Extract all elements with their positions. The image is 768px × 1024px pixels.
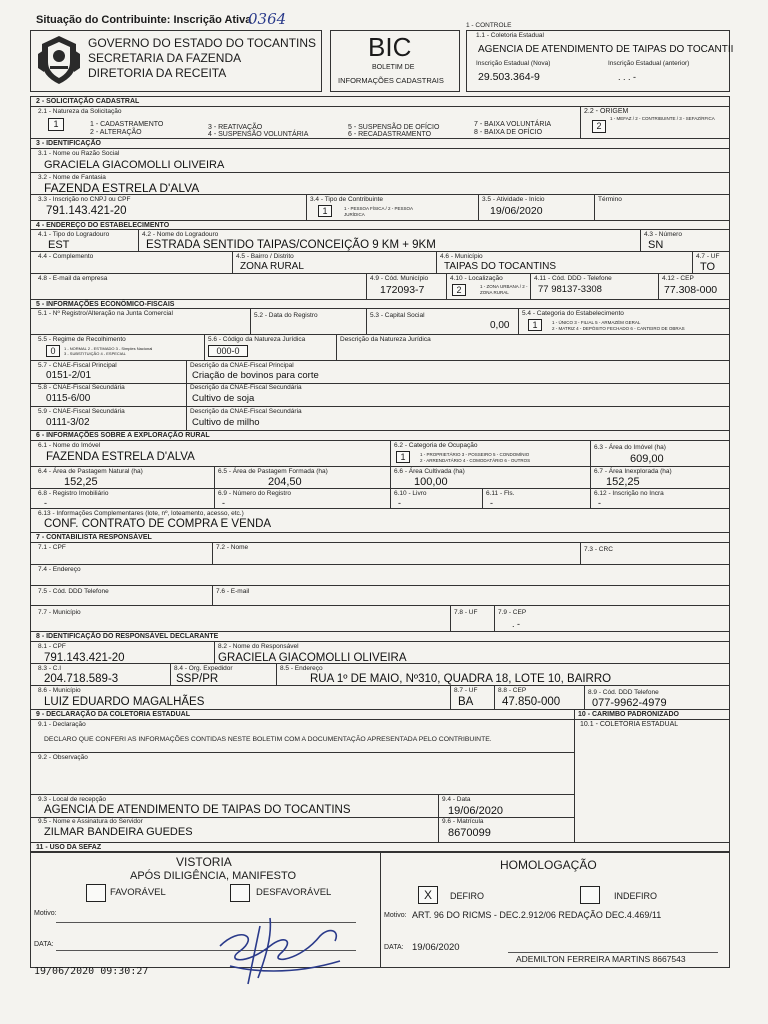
- logradouro-label: 4.2 - Nome do Logradouro: [142, 231, 219, 238]
- localizacao-opts: 1 - ZONA URBANA / 2 - ZONA RURAL: [480, 284, 528, 295]
- signer-name: ADEMILTON FERREIRA MARTINS 8667543: [516, 954, 686, 964]
- decl-nome-value: GRACIELA GIACOMOLLI OLIVEIRA: [218, 652, 407, 664]
- contab-email-label: 7.6 - E-mail: [216, 588, 250, 595]
- matricula-value: 8670099: [448, 827, 491, 839]
- num-registro-value: -: [222, 498, 225, 508]
- section-6-title: 6 - INFORMAÇÕES SOBRE A EXPLORAÇÃO RURAL: [36, 432, 210, 439]
- complemento-label: 4.4 - Complemento: [38, 253, 94, 260]
- ocupacao-box[interactable]: 1: [396, 451, 410, 463]
- tipo-logradouro-value: EST: [48, 239, 70, 251]
- opt-reativacao: 3 - REATIVAÇÃO: [208, 124, 263, 131]
- decl-orgao-label: 8.4 - Org. Expedidor: [174, 665, 233, 672]
- capital-social-value: 0,00: [490, 320, 510, 331]
- favoravel-checkbox[interactable]: [86, 884, 106, 902]
- cnae3-value: 0111-3/02: [46, 417, 90, 428]
- natureza-value-box[interactable]: 1: [48, 118, 64, 131]
- cnae1-label: 5.7 - CNAE-Fiscal Principal: [38, 362, 117, 369]
- contab-endereco-label: 7.4 - Endereço: [38, 566, 81, 573]
- section-3-title: 3 - IDENTIFICAÇÃO: [36, 140, 101, 147]
- bic-title: BIC: [368, 32, 412, 62]
- complementares-label: 6.13 - Informações Complementares (lote, nº, loteamento, acesso, etc.): [38, 510, 244, 517]
- opt-suspensao-voluntaria: 4 - SUSPENSÃO VOLUNTÁRIA: [208, 131, 309, 138]
- indefiro-checkbox[interactable]: [580, 886, 600, 904]
- inexplorada-label: 6.7 - Área Inexplorada (ha): [594, 468, 672, 475]
- cnae2-value: 0115-6/00: [46, 393, 91, 404]
- decl-telefone-label: 8.9 - Cód. DDD Telefone: [588, 689, 659, 696]
- incra-value: -: [598, 498, 601, 508]
- vistoria-title: VISTORIA: [176, 855, 232, 869]
- bairro-label: 4.5 - Bairro / Distrito: [236, 253, 294, 260]
- footer-timestamp: 19/06/2020 09:30:27: [34, 966, 149, 977]
- contab-cep-label: 7.9 - CEP: [498, 609, 527, 616]
- local-recepcao-label: 9.3 - Local de recepção: [38, 796, 106, 803]
- ocupacao-opts-2: 2 - ARRENDATÁRIO 4 - COMODATÁRIO 6 - OUTROS: [420, 458, 531, 463]
- registro-imob-label: 6.8 - Registro Imobiliário: [38, 490, 109, 497]
- inicio-label: 3.5 - Atividade - Início: [482, 196, 545, 203]
- cnae1-value: 0151-2/01: [46, 370, 92, 381]
- bic-sub-2: INFORMAÇÕES CADASTRAIS: [338, 76, 444, 85]
- section-8-title: 8 - IDENTIFICAÇÃO DO RESPONSÁVEL DECLARANTE: [36, 633, 219, 640]
- categoria-label: 5.4 - Categoria do Estabelecimento: [522, 310, 624, 317]
- gov-line-1: GOVERNO DO ESTADO DO TOCANTINS: [88, 36, 317, 50]
- decl-cep-label: 8.8 - CEP: [498, 687, 527, 694]
- municipio-value: TAIPAS DO TOCANTINS: [444, 261, 557, 272]
- inscricao-nova-value: 29.503.364-9: [478, 71, 540, 83]
- tipo-contribuinte-box[interactable]: 1: [318, 205, 332, 217]
- desfavoravel-label: DESFAVORÁVEL: [256, 887, 332, 898]
- data2-value: 19/06/2020: [412, 942, 460, 953]
- categoria-opts-1: 1 - ÚNICO 3 - FILIAL 5 - ARMAZÉM GERAL: [552, 320, 641, 325]
- fantasia-label: 3.2 - Nome de Fantasia: [38, 174, 106, 181]
- tipo-contribuinte-opts: 1 - PESSOA FÍSICA / 2 - PESSOA JURÍDICA: [344, 206, 413, 217]
- decl-cpf-value: 791.143.421-20: [44, 652, 125, 664]
- incra-label: 6.12 - Inscrição no Incra: [594, 490, 664, 497]
- contab-municipio-label: 7.7 - Município: [38, 609, 81, 616]
- contab-cep-value: . -: [512, 619, 520, 629]
- cultivada-label: 6.6 - Área Cultivada (ha): [394, 468, 465, 475]
- cnae3-desc-value: Cultivo de milho: [192, 417, 260, 428]
- section-9-title: 9 - DECLARAÇÃO DA COLETORIA ESTADUAL: [36, 711, 190, 718]
- origem-label: 2.2 - ORIGEM: [584, 108, 629, 115]
- decl-municipio-value: LUIZ EDUARDO MAGALHÃES: [44, 696, 205, 708]
- fantasia-value: FAZENDA ESTRELA D'ALVA: [44, 181, 200, 195]
- decl-ci-value: 204.718.589-3: [44, 673, 119, 685]
- gov-line-3: DIRETORIA DA RECEITA: [88, 66, 227, 80]
- origem-opts: 1 - MEFAZ / 2 - CONTRIBUINTE / 3 - SEFAZ/RFICA: [610, 116, 715, 121]
- nome-value: GRACIELA GIACOMOLLI OLIVEIRA: [44, 159, 225, 171]
- nome-label: 3.1 - Nome ou Razão Social: [38, 150, 120, 157]
- indefiro-label: INDEFIRO: [614, 891, 658, 901]
- decl-uf-value: BA: [458, 696, 474, 708]
- contab-cpf-label: 7.1 - CPF: [38, 544, 66, 551]
- local-recepcao-value: AGENCIA DE ATENDIMENTO DE TAIPAS DO TOCANTINS: [44, 804, 351, 816]
- decl-nome-label: 8.2 - Nome do Responsável: [218, 643, 299, 650]
- registro-junta-label: 5.1 - Nº Registro/Alteração na Junta Comercial: [38, 310, 173, 317]
- decl-orgao-value: SSP/PR: [176, 673, 219, 685]
- cnae1-desc-value: Criação de bovinos para corte: [192, 370, 319, 381]
- section-2-title: 2 - SOLICITAÇÃO CADASTRAL: [36, 98, 140, 105]
- section-10-title: 10 - CARIMBO PADRONIZADO: [578, 711, 679, 718]
- natureza-desc-label: Descrição da Natureza Jurídica: [340, 336, 431, 343]
- natureza-cod-label: 5.6 - Código da Natureza Jurídica: [208, 336, 306, 343]
- desfavoravel-checkbox[interactable]: [230, 884, 250, 902]
- categoria-opts-2: 2 - MATRIZ 4 - DEPÓSITO FECHADO 6 - CANTEIRO DE OBRAS: [552, 326, 685, 331]
- coletoria-label: 1.1 - Coletoria Estadual: [476, 32, 544, 39]
- decl-ci-label: 8.3 - C.I: [38, 665, 62, 672]
- natureza-cod-box: 000-0: [208, 345, 248, 357]
- uf-value: TO: [700, 261, 716, 273]
- bic-sub-1: BOLETIM DE: [372, 64, 415, 71]
- coat-of-arms-icon: [36, 34, 82, 86]
- homologacao-title: HOMOLOGAÇÃO: [500, 858, 597, 872]
- regime-opts-2: 3 - SUBSTITUIÇÃO 4 - ESPECIAL: [64, 351, 126, 356]
- servidor-label: 9.5 - Nome e Assinatura do Servidor: [38, 818, 143, 825]
- declaracao-text: DECLARO QUE CONFERI AS INFORMAÇÕES CONTIDAS NESTE BOLETIM COM A DOCUMENTAÇÃO APRESENTADA PELO CONTRIBUINTE.: [44, 736, 492, 743]
- carimbo-sub: 10.1 - COLETORIA ESTADUAL: [580, 721, 679, 728]
- contab-nome-label: 7.2 - Nome: [216, 544, 249, 551]
- vistoria-sub: APÓS DILIGÊNCIA, MANIFESTO: [130, 870, 297, 882]
- motivo2-value: ART. 96 DO RICMS - DEC.2.912/06 REDAÇÃO DEC.4.469/11: [412, 910, 662, 920]
- pastagem-nat-value: 152,25: [64, 476, 98, 488]
- data-label: DATA:: [34, 941, 54, 948]
- tipo-logradouro-label: 4.1 - Tipo do Logradouro: [38, 231, 110, 238]
- defiro-label: DEFIRO: [450, 891, 485, 901]
- categoria-box[interactable]: 1: [528, 319, 542, 331]
- decl-uf-label: 8.7 - UF: [454, 687, 478, 694]
- area-imovel-value: 609,00: [630, 453, 664, 465]
- motivo-label: Motivo:: [34, 910, 57, 917]
- ocupacao-label: 6.2 - Categoria de Ocupação: [394, 442, 478, 449]
- cnae2-label: 5.8 - CNAE-Fiscal Secundária: [38, 384, 125, 391]
- tipo-contribuinte-label: 3.4 - Tipo de Contribuinte: [310, 196, 383, 203]
- ocupacao-opts-1: 1 - PROPRIETÁRIO 3 - POSSEIRO 5 - CONDOMÍNIO: [420, 452, 530, 457]
- cep-label: 4.12 - CEP: [662, 275, 694, 282]
- coletoria-value: AGENCIA DE ATENDIMENTO DE TAIPAS DO TOCANTII: [478, 44, 734, 55]
- opt-recadastramento: 6 - RECADASTRAMENTO: [348, 131, 432, 138]
- motivo2-label: Motivo:: [384, 912, 407, 919]
- servidor-value: ZILMAR BANDEIRA GUEDES: [44, 826, 193, 838]
- situacao-contribuinte: Situação do Contribuinte: Inscrição Ativa: [36, 14, 252, 26]
- decl-endereco-label: 8.5 - Endereço: [280, 665, 323, 672]
- area-imovel-label: 6.3 - Área do Imóvel (ha): [594, 444, 666, 451]
- cnae2-desc-value: Cultivo de soja: [192, 393, 255, 404]
- inexplorada-value: 152,25: [606, 476, 640, 488]
- opt-alteracao: 2 - ALTERAÇÃO: [90, 129, 142, 136]
- decl-municipio-label: 8.6 - Município: [38, 687, 81, 694]
- cpf-value: 791.143.421-20: [46, 205, 127, 217]
- cod-municipio-label: 4.9 - Cód. Município: [370, 275, 429, 282]
- pastagem-form-label: 6.5 - Área de Pastagem Formada (ha): [218, 468, 328, 475]
- signature-scribble: [200, 906, 360, 986]
- livro-label: 6.10 - Livro: [394, 490, 427, 497]
- data2-label: DATA:: [384, 944, 404, 951]
- decl-cep-value: 47.850-000: [502, 696, 561, 708]
- email-empresa-label: 4.8 - E-mail da empresa: [38, 275, 108, 282]
- regime-box[interactable]: 0: [46, 345, 60, 357]
- imovel-value: FAZENDA ESTRELA D'ALVA: [46, 451, 195, 463]
- uf-label: 4.7 - UF: [696, 253, 720, 260]
- data-recepcao-value: 19/06/2020: [448, 805, 504, 817]
- section-11-title: 11 - USO DA SEFAZ: [36, 844, 102, 851]
- localizacao-label: 4.10 - Localização: [450, 275, 503, 282]
- contab-uf-label: 7.8 - UF: [454, 609, 478, 616]
- pastagem-nat-label: 6.4 - Área de Pastagem Natural (ha): [38, 468, 143, 475]
- section-5-title: 5 - INFORMAÇÕES ECONÔMICO-FISCAIS: [36, 301, 175, 308]
- data-recepcao-label: 9.4 - Data: [442, 796, 471, 803]
- controle-label: 1 - CONTROLE: [466, 22, 512, 29]
- cnae2-desc-label: Descrição da CNAE-Fiscal Secundária: [190, 384, 302, 391]
- cnae3-label: 5.9 - CNAE-Fiscal Secundária: [38, 408, 125, 415]
- cep-value: 77.308-000: [664, 284, 718, 296]
- section-4-title: 4 - ENDEREÇO DO ESTABELECIMENTO: [36, 222, 170, 229]
- cnae1-desc-label: Descrição da CNAE-Fiscal Principal: [190, 362, 294, 369]
- origem-value-box[interactable]: 2: [592, 120, 606, 133]
- handwritten-number: 0364: [248, 10, 287, 28]
- decl-telefone-value: 077-9962-4979: [592, 697, 667, 709]
- numero-label: 4.3 - Número: [644, 231, 682, 238]
- favoravel-label: FAVORÁVEL: [110, 887, 166, 898]
- capital-social-label: 5.3 - Capital Social: [370, 312, 425, 319]
- registro-imob-value: -: [44, 498, 47, 508]
- localizacao-box[interactable]: 2: [452, 284, 466, 296]
- inscricao-anterior-label: Inscrição Estadual (anterior): [608, 60, 690, 67]
- complementares-value: CONF. CONTRATO DE COMPRA E VENDA: [44, 518, 272, 530]
- cnae3-desc-label: Descrição da CNAE-Fiscal Secundária: [190, 408, 302, 415]
- municipio-label: 4.6 - Município: [440, 253, 483, 260]
- opt-baixa-oficio: 8 - BAIXA DE OFÍCIO: [474, 129, 543, 136]
- regime-label: 5.5 - Regime de Recolhimento: [38, 336, 126, 343]
- fls-value: -: [490, 498, 493, 508]
- cultivada-value: 100,00: [414, 476, 448, 488]
- decl-cpf-label: 8.1 - CPF: [38, 643, 66, 650]
- logradouro-value: ESTRADA SENTIDO TAIPAS/CONCEIÇÃO 9 KM + 9KM: [146, 239, 436, 251]
- defiro-checkbox[interactable]: X: [418, 886, 438, 904]
- cpf-label: 3.3 - Inscrição no CNPJ ou CPF: [38, 196, 131, 203]
- telefone-value: 77 98137-3308: [538, 284, 602, 295]
- pastagem-form-value: 204,50: [268, 476, 302, 488]
- inscricao-nova-label: Inscrição Estadual (Nova): [476, 60, 551, 67]
- contab-telefone-label: 7.5 - Cód. DDD Telefone: [38, 588, 109, 595]
- termino-label: Término: [598, 196, 622, 203]
- cod-municipio-value: 172093-7: [380, 284, 425, 296]
- opt-baixa-voluntaria: 7 - BAIXA VOLUNTÁRIA: [474, 121, 552, 128]
- imovel-label: 6.1 - Nome do Imóvel: [38, 442, 101, 449]
- section-7-title: 7 - CONTABILISTA RESPONSÁVEL: [36, 534, 152, 541]
- inscricao-anterior-value: . . . -: [618, 72, 636, 82]
- fls-label: 6.11 - Fls.: [486, 490, 515, 497]
- inicio-value: 19/06/2020: [490, 205, 543, 217]
- opt-cadastramento: 1 - CADASTRAMENTO: [90, 121, 164, 128]
- data-registro-label: 5.2 - Data do Registro: [254, 312, 318, 319]
- contab-crc-label: 7.3 - CRC: [584, 546, 613, 553]
- opt-suspensao-oficio: 5 - SUSPENSÃO DE OFÍCIO: [348, 124, 440, 131]
- declaracao-label: 9.1 - Declaração: [38, 721, 86, 728]
- bairro-value: ZONA RURAL: [240, 261, 304, 272]
- natureza-label: 2.1 - Natureza da Solicitação: [38, 108, 122, 115]
- livro-value: -: [398, 498, 401, 508]
- telefone-label: 4.11 - Cód. DDD - Telefone: [534, 275, 612, 282]
- num-registro-label: 6.9 - Número do Registro: [218, 490, 291, 497]
- observacao-label: 9.2 - Observação: [38, 754, 88, 761]
- regime-opts-1: 1 - NORMAL 2 - ESTIMADO 3 - Simples Nacional: [64, 346, 153, 351]
- matricula-label: 9.6 - Matrícula: [442, 818, 484, 825]
- decl-endereco-value: RUA 1º DE MAIO, Nº310, QUADRA 18, LOTE 10, BAIRRO: [310, 673, 612, 685]
- numero-value: SN: [648, 239, 664, 251]
- gov-line-2: SECRETARIA DA FAZENDA: [88, 51, 242, 65]
